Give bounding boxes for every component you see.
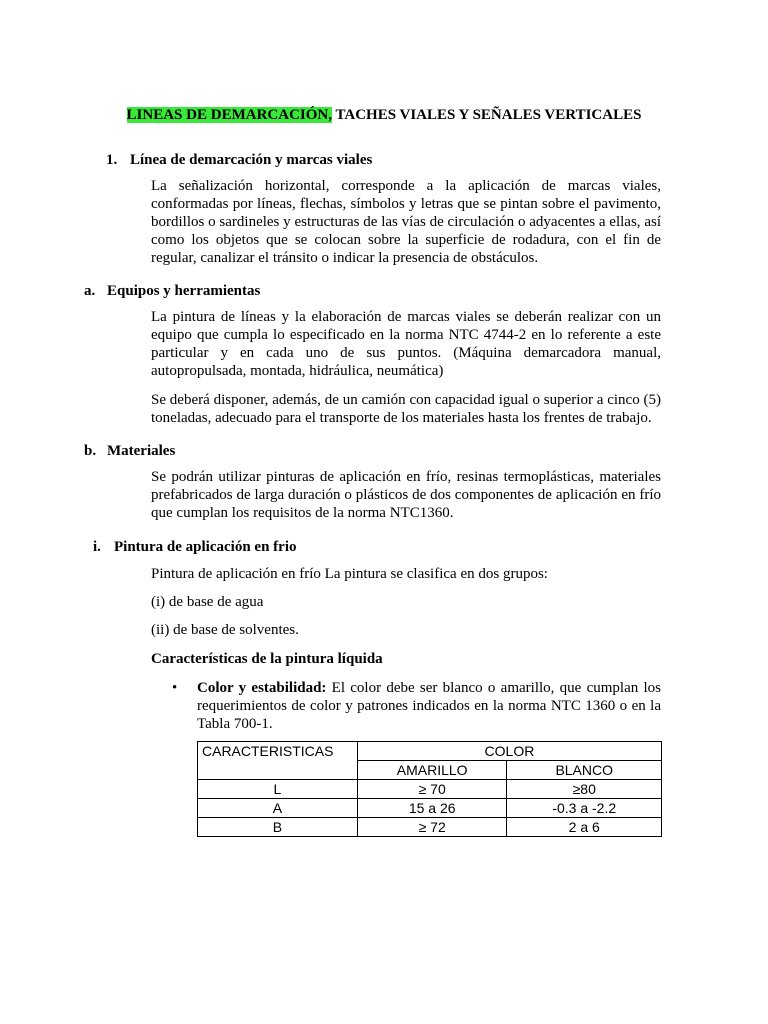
section-i-intro: Pintura de aplicación en frío La pintura se clasifica en dos grupos: xyxy=(151,566,548,582)
section-b-number: b. xyxy=(84,443,97,459)
table-header-row xyxy=(198,742,662,761)
section-a-heading xyxy=(84,282,260,300)
table-cell: ≥ 72 xyxy=(357,818,507,837)
bullet-text xyxy=(197,679,661,733)
table-cell: ≥80 xyxy=(507,780,662,799)
subheader-amarillo: AMARILLO xyxy=(357,761,507,780)
table-cell: ≥ 70 xyxy=(357,780,507,799)
section-i-title: Pintura de aplicación en frio xyxy=(114,539,297,555)
section-a-paragraph-1: La pintura de líneas y la elaboración de marcas viales se deberán realizar con un equipo que cumpla lo especificado en la norma NTC 4744-2 en lo referente a este particular y en cada uno de sus puntos. (Máquina demarcadora manual, autopropulsada, montada, hidráulica, neumática) xyxy=(151,309,661,379)
bullet-body: El color debe ser blanco o amarillo, que cumplan los requerimientos de color y patrones indicados en la norma NTC 1360 o en la Tabla 700-1. xyxy=(197,680,661,732)
table-cell: B xyxy=(198,818,358,837)
section-b-paragraph: Se podrán utilizar pinturas de aplicación en frío, resinas termoplásticas, materiales prefabricados de larga duración o plásticos de dos componentes de aplicación en frío que cumplan los requisitos de la norma NTC1360. xyxy=(151,469,661,521)
section-1-title: Línea de demarcación y marcas viales xyxy=(130,152,373,168)
header-characteristics: CARACTERISTICAS xyxy=(198,742,358,780)
subheader-blanco: BLANCO xyxy=(507,761,662,780)
document-title xyxy=(0,106,768,124)
table-cell: -0.3 a -2.2 xyxy=(507,799,662,818)
table-cell: L xyxy=(198,780,358,799)
bullet-icon: • xyxy=(172,680,178,696)
section-1-paragraph: La señalización horizontal, corresponde a la aplicación de marcas viales, conformadas por líneas, flechas, símbolos y letras que se pintan sobre el pavimento, bordillos o sardineles y estructuras de las vías de circulación o adyacentes a ellas, así como los objetos que se colocan sobre la superficie de rodadura, con el fin de regular, canalizar el tránsito o indicar la presencia de obstáculos. xyxy=(151,178,661,266)
liquid-paint-subheading: Características de la pintura líquida xyxy=(151,651,383,667)
section-a-paragraph-2: Se deberá disponer, además, de un camión con capacidad igual o superior a cinco (5) toneladas, adecuado para el transporte de los materiales hasta los frentes de trabajo. xyxy=(151,392,661,426)
section-a-number: a. xyxy=(84,283,96,299)
bullet-label: Color y estabilidad: xyxy=(197,680,327,696)
section-b-title: Materiales xyxy=(107,443,176,459)
table-cell: A xyxy=(198,799,358,818)
title-highlighted: LINEAS DE DEMARCACIÓN, xyxy=(126,107,332,123)
table-row xyxy=(198,818,662,837)
header-color: COLOR xyxy=(357,742,661,761)
table-cell: 15 a 26 xyxy=(357,799,507,818)
table-row xyxy=(198,780,662,799)
section-a-title: Equipos y herramientas xyxy=(107,283,261,299)
section-i-number: i. xyxy=(93,539,101,555)
section-b-heading xyxy=(84,442,175,460)
title-rest: TACHES VIALES Y SEÑALES VERTICALES xyxy=(331,107,642,123)
color-requirements-table xyxy=(197,741,662,837)
section-1-number: 1. xyxy=(106,152,118,168)
section-1-heading xyxy=(106,151,372,169)
section-i-heading xyxy=(93,538,297,556)
group-2-text: (ii) de base de solventes. xyxy=(151,622,299,638)
table-cell: 2 a 6 xyxy=(507,818,662,837)
group-1-text: (i) de base de agua xyxy=(151,594,264,610)
table-row xyxy=(198,799,662,818)
